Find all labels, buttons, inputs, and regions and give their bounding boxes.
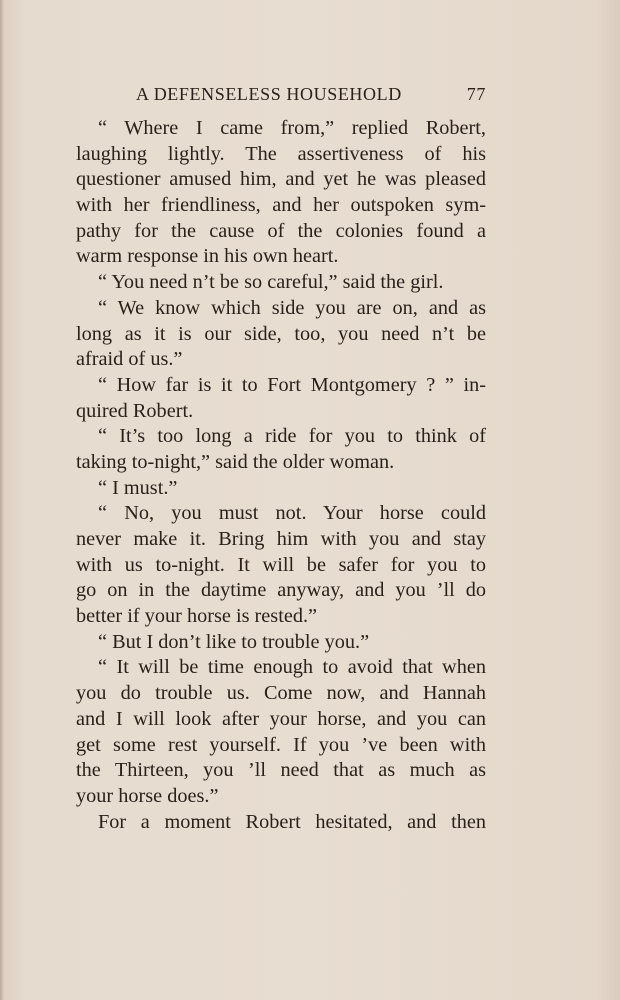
page-header <box>76 84 486 108</box>
text-line: taking to-night,” said the older woman. <box>76 450 395 473</box>
binding-shadow <box>0 0 4 1000</box>
text-line: better if your horse is rested.” <box>76 605 318 628</box>
text-line: “ It’s too long a ride for you to think of <box>98 425 486 448</box>
text-line: “ We know which side you are on, and as <box>98 296 486 319</box>
text-line: long as it is our side, too, you need n’t be <box>76 322 486 345</box>
running-title: A DEFENSELESS HOUSEHOLD <box>136 84 402 104</box>
text-line: warm response in his own heart. <box>76 245 339 268</box>
text-line: “ No, you must not. Your horse could <box>98 502 486 525</box>
text-line: questioner amused him, and yet he was pleased <box>76 168 486 191</box>
text-line: “ But I don’t like to trouble you.” <box>98 630 370 653</box>
text-line: “ You need n’t be so careful,” said the girl. <box>98 271 444 294</box>
text-line: never make it. Bring him with you and stay <box>76 528 486 550</box>
text-line: laughing lightly. The assertiveness of his <box>76 142 486 165</box>
text-line: “ It will be time enough to avoid that when <box>98 656 486 679</box>
body-text <box>76 116 486 835</box>
page-number: 77 <box>466 84 486 104</box>
text-line: pathy for the cause of the colonies found a <box>76 219 486 242</box>
text-line: “ I must.” <box>98 476 178 499</box>
text-line: For a moment Robert hesitated, and then <box>98 810 486 833</box>
text-line: and I will look after your horse, and you can <box>76 707 486 730</box>
text-line: with us to-night. It will be safer for you to <box>76 553 486 576</box>
text-line: go on in the daytime anyway, and you ’ll do <box>76 579 486 602</box>
text-line: get some rest yourself. If you ’ve been with <box>76 733 486 756</box>
text-line: “ Where I came from,” replied Robert, <box>98 117 486 139</box>
text-line: afraid of us.” <box>76 348 183 371</box>
text-line: the Thirteen, you ’ll need that as much as <box>76 759 486 782</box>
text-line: you do trouble us. Come now, and Hannah <box>76 682 486 705</box>
text-line: with her friendliness, and her outspoken sym- <box>76 194 486 217</box>
text-line: “ How far is it to Fort Montgomery ? ” in- <box>98 373 486 396</box>
text-line: quired Robert. <box>76 399 194 422</box>
text-line: your horse does.” <box>76 784 219 807</box>
